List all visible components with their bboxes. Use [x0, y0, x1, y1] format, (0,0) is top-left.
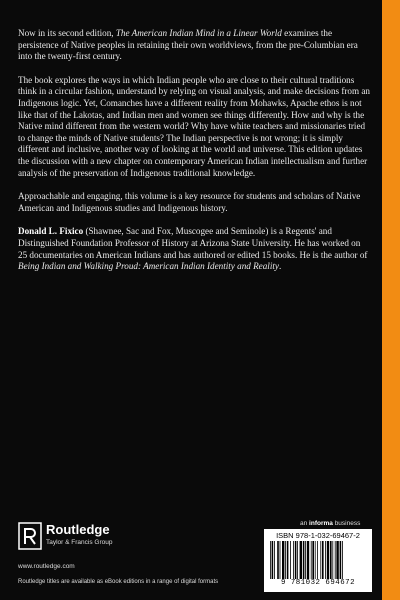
publisher-name: Routledge [46, 522, 110, 537]
accent-bar [382, 0, 400, 600]
publisher-url: www.routledge.com [18, 563, 75, 570]
author-book-title: Being Indian and Walking Proud: American Indian Identity and Reality [18, 261, 279, 272]
barcode [264, 529, 372, 592]
author-name: Donald L. Fixico [18, 226, 84, 237]
paragraph-audience: Approachable and engaging, this volume is a key resource for students and scholars of Native American and Indigenous studies and Indigenous history. [18, 191, 361, 213]
author-bio [18, 226, 370, 272]
blurb [18, 28, 370, 285]
book-title: The American Indian Mind in a Linear World [115, 28, 282, 38]
isbn-label: ISBN 978-1-032-69467-2 [276, 531, 360, 540]
author-bio-text: (Shawnee, Sac and Fox, Muscogee and Seminole) is a Regents' and Distinguished Foundation Professor of History at Arizona State University. He has worked on 25 documentaries on American Indians and has authored or edited 15 books. He is the author of [18, 226, 368, 260]
intro-text: Now in its second edition, [18, 28, 116, 38]
barcode-number: 9 781032 694672 [280, 579, 356, 587]
informa-suffix: business [332, 520, 361, 527]
author-bio-end: . [278, 261, 282, 272]
informa-brand: informa [309, 520, 333, 527]
informa-credit [300, 520, 360, 527]
paragraph-body: The book explores the ways in which Indian people who are close to their cultural traditions think in a circular fashion, understand by relying on visual analysis, and make decisions from an Indigenous logic. Yet, Comanches have a different reality from Mohawks, Apache ethos is not like that of the Lakotas, and Indian men and women see things differently. How and why is the Native mind different from the western world? Why have white teachers and missionaries tried to change the minds of Native students? The Indian perspective is not wrong; it is simply different and inclusive, another way of looking at the world and universe. This edition updates the discussion with a new chapter on contemporary American Indian intellectualism and further analysis of the preservation of Indigenous traditional knowledge. [18, 74, 370, 178]
informa-prefix: an [300, 520, 310, 527]
paragraph-intro [18, 28, 370, 63]
publisher-logo [18, 522, 113, 556]
publisher-subtitle: Taylor & Francis Group [46, 539, 113, 546]
barcode-bars [270, 541, 366, 579]
routledge-logo-icon [18, 522, 42, 550]
ebook-availability: Routledge titles are available as eBook editions in a range of digital formats [18, 579, 219, 585]
intro-text-end: examines the persistence of Native peoples in retaining their own worldviews, from the pre-Columbian era into the twenty-first century. [18, 28, 358, 62]
